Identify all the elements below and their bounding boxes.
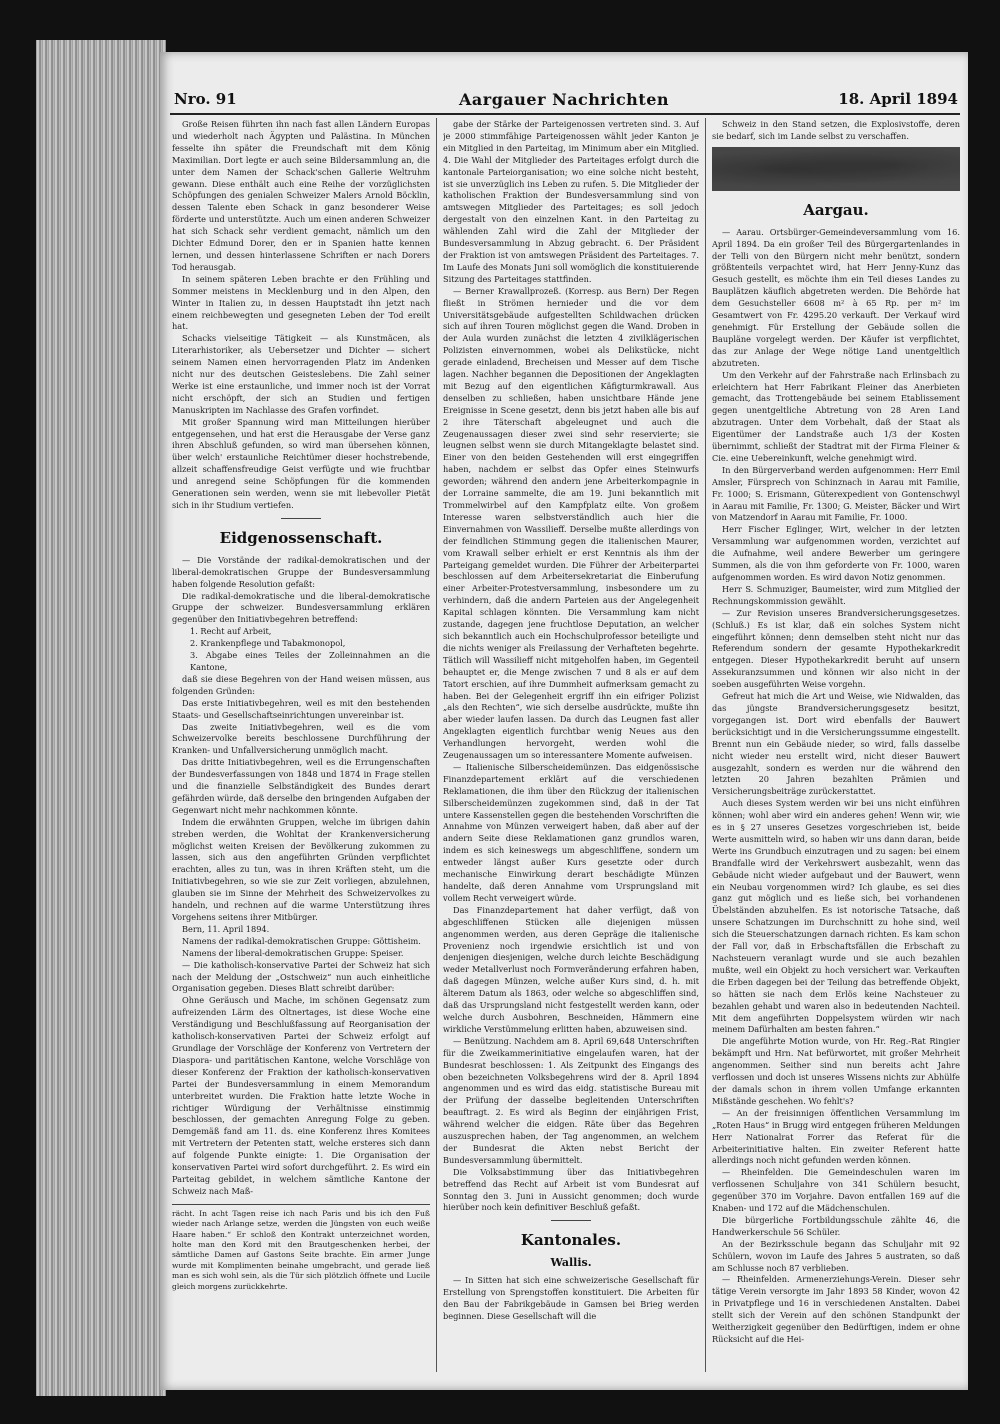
signature: Namens der liberal-demokratischen Gruppe: Speiser. [182, 947, 404, 958]
article-paragraph: An der Bezirksschule begann das Schuljahr mit 92 Schülern, wovon im Laufe des Jahres 5 austraten, so daß am Schlusse noch 87 verblieben. [712, 1238, 960, 1273]
article-paragraph: In seinem späteren Leben brachte er den Frühling und Sommer meistens in Mecklenburg und in den Alpen, den Winter in Italien zu, in dessen Hauptstadt ihn jetzt nach einem reichbewegten und gesegneten Leben der Tod ereilt hat. [172, 273, 430, 332]
article-paragraph: Die Volksabstimmung über das Initiativbegehren betreffend das Recht auf Arbeit ist vom Bundesrat auf Sonntag den 3. Juni in Aussicht genommen; doch wurde hierüber noch kein definitiver Beschluß gefaßt. [443, 1166, 699, 1213]
column-1 [172, 119, 430, 1371]
column-3 [712, 119, 960, 1371]
ink-blot [712, 147, 960, 191]
article-paragraph: — Berner Krawallprozeß. (Korresp. aus Bern) Der Regen fließt in Strömen hernieder und die vor dem Universitätsgebäude aufgestellten Schildwachen drücken sich auf ihren Touren möglichst gegen die Wand. Droben in der Aula wurden zunächst die letzten 4 zivilklägerischen Polizisten einvernommen, wobei als Delikstücke, nicht gerade einladend, Brecheisen und Messer auf dem Tische lagen. Nachher begannen die Depositionen der Angeklagten mit Bezug auf den eigentlichen Käfigturmkrawall. Aus denselben zu schließen, haben unsichtbare Hände jene Ereignisse in Scene gesetzt, denn bis jetzt haben alle bis auf 2 ihre Täterschaft abgeleugnet und auch die Zeugenaussagen dieser zwei sind sehr reservierte; sie leugnen selbst wenn sie durch Mitangeklagte belastet sind. Einer von den beiden Gestehenden will erst eingegriffen haben, nachdem er selbst das Opfer eines Steinwurfs geworden; während den andern jene Arbeiterkompagnie in der Lorraine sammelte, die am 19. Juni bekanntlich mit Trommelwirbel auf den Kampfplatz eilte. Von großem Interesse waren selbstverständlich auch hier die Einvernahmen von Wassilieff. Derselbe mußte allerdings von der feindlichen Stimmung gegen die italienischen Maurer, vom Krawall selber erhielt er erst Kenntnis als ihm der Parteigang gemeldet wurden. Die Führer der Arbeiterpartei beschlossen auf dem Arbeitersekretariat die Einberufung einer Arbeiter-Protestversammlung, insbesondere um zu verhindern, daß die andern Parteien aus der Angelegenheit Kapital schlagen könnten. Die Versammlung kam nicht zustande, dagegen jene fruchtlose Deputation, an welcher sich bekanntlich auch ein Hochschulprofessor beteiligte und die nichts weniger als Freilassung der Verhafteten begehrte. Tätlich will Wassilieff nicht mitgeholfen haben, im Gegenteil behauptet er, die Menge zwischen 7 und 8 als er auf dem Tatort erschien, auf ihre Dummheit aufmerksam gemacht zu haben. Bei der Gelegenheit ergriff ihn ein eifriger Polizist „als den Rechten“, wie sich derselbe ausdrückte, mußte ihn aber wieder laufen lassen. Da durch das Leugnen fast aller Angeklagten eigentlich furchtbar wenig Neues aus den Verhandlungen hervorgeht, werden wohl die Zeugenaussagen um so interessantere Momente aufweisen. [443, 285, 699, 761]
article-paragraph: daß sie diese Begehren von der Hand weisen müssen, aus folgenden Gründen: [172, 673, 430, 696]
article-paragraph: Herr Fischer Eglinger, Wirt, welcher in der letzten Versammlung war aufgenommen worden, verzichtet auf die Aufnahme, weil andere Bewerber um geringere Summen, als die von ihm geforderte von Fr. 1000, waren aufgenommen worden. Es wird davon Notiz genommen. [712, 524, 960, 582]
dateline: Bern, 11. April 1894. [182, 923, 270, 934]
article-paragraph: — Benützung. Nachdem am 8. April 69,648 Unterschriften für die Zweikammerinitiative eingelaufen waren, hat der Bundesrat beschlossen: 1. Als Zeitpunkt des Eingangs des oben bezeichneten Volksbegehrens wird der 8. April 1894 angenommen und es wird das eidg. statistische Bureau mit der Prüfung der dasselbe begleitenden Unterschriften beauftragt. 2. Es wird als Beginn der einjährigen Frist, während welcher die eidgen. Räte über das Begehren auszusprechen haben, der Tag angenommen, an welchem der Bundesrat die Akten nebst Bericht der Bundesversammlung übermittelt. [443, 1035, 699, 1165]
section-heading-kantonales: Kantonales. [520, 1231, 622, 1250]
article-paragraph: — Rheinfelden. Armenerziehungs-Verein. Dieser sehr tätige Verein versorgte im Jahr 1893 58 Kinder, wovon 42 in Privatpflege und 16 in verschiedenen Anstalten. Dabei stellt sich der Verein auf den schönen Standpunkt der Weitherzigkeit gegenüber den Bedürftigen, indem er ohne Rücksicht auf die Hei- [712, 1274, 960, 1344]
column-divider [436, 118, 437, 1372]
article-paragraph: — Zur Revision unseres Brandversicherungsgesetzes. (Schluß.) Es ist klar, daß ein solches System nicht eingeführt können; denn demselben steht nicht nur das Referendum sondern der gesamte Hypothekarkredit entgegen. Dieser Hypothekarkredit beruht auf unsern Assekuranzsummen und können wir also nicht in der soeben ausgeführten Weise vorgehn. [712, 607, 960, 690]
article-paragraph: Das dritte Initiativbegehren, weil es die Errungenschaften der Bundesverfassungen von 1848 und 1874 in Frage stellen und die finanzielle Selbständigkeit des Bundes derart gefährden würde, daß derselbe den bringenden Aufgaben der Gegenwart nicht mehr nachkommen könnte. [172, 757, 430, 815]
article-paragraph: Schweiz in den Stand setzen, die Explosivstoffe, deren sie bedarf, sich im Lande selbst zu verschaffen. [712, 119, 960, 141]
article-paragraph: Indem die erwähnten Gruppen, welche im übrigen dahin streben werden, die Wohltat der Krankenversicherung möglichst weiten Kreisen der Bevölkerung zukommen zu lassen, sich aus den angeführten Gründen verpflichtet erachten, alles zu tun, was in ihren Kräften steht, um die Initiativbegehren, so wie sie zur Zeit vorliegen, abzulehnen, glauben sie im Sinne der Mehrheit des Schweizervolkes zu handeln, und rechnen auf die warme Unterstützung ihres Vorgehens seitens ihrer Mitbürger. [172, 816, 430, 922]
issue-date: 18. April 1894 [838, 90, 958, 108]
demands-list [190, 626, 430, 674]
subheading-wallis: Wallis. [550, 1256, 592, 1270]
header-rule [170, 113, 960, 115]
newspaper-page [160, 52, 968, 1390]
article-paragraph: Gefreut hat mich die Art und Weise, wie Nidwalden, das das jüngste Brandversicherungsgesetz besitzt, vorgegangen ist. Dort wird ebenfalls der Bauwert berücksichtigt und in die Versicherungssumme eingestellt. Brennt nun ein Gebäude nieder, so wird, falls dasselbe nicht wieder neu erstellt wird, nicht dieser Bauwert ausgezahlt, sondern es werden nur die während den letzten 20 Jahren bezahlten Prämien und Versicherungsbeiträge zurückerstattet. [712, 691, 960, 797]
article-paragraph: Das erste Initiativbegehren, weil es mit den bestehenden Staats- und Gesellschaftseinrichtungen unvereinbar ist. [172, 697, 430, 720]
separator [281, 518, 321, 519]
article-paragraph: Schacks vielseitige Tätigkeit — als Kunstmäcen, als Literarhistoriker, als Uebersetzer und Dichter — sichert seinem Namen einen hervorragenden Platz im Andenken nicht nur des deutschen Geisteslebens. Die Zahl seiner Werke ist eine erstaunliche, und immer noch ist der Vorrat nicht erschöpft, der sich an Studien und fertigen Manuskripten im Nachlasse des Grafen vorfindet. [172, 333, 430, 415]
section-heading-eidgenossenschaft: Eidgenossenschaft. [219, 528, 383, 547]
article-paragraph: — Die Vorstände der radikal-demokratischen und der liberal-demokratischen Gruppe der Bundesversammlung haben folgende Resolution gefaßt: [172, 554, 430, 589]
separator [551, 1220, 591, 1221]
book-binding-edge [36, 40, 166, 1396]
article-paragraph: Herr S. Schmuziger, Baumeister, wird zum Mitglied der Rechnungskommission gewählt. [712, 583, 960, 606]
list-item: 1. Recht auf Arbeit, [190, 626, 272, 637]
article-paragraph: — Italienische Silberscheidemünzen. Das eidgenössische Finanzdepartement erklärt auf die verschiedenen Reklamationen, die ihm über den Rückzug der italienischen Silberscheidemünzen zugekommen sind, daß in der Tat untere Kassenstellen gegen die bestehenden Vorschriften die Annahme von Münzen verweigert haben, daß aber auf der andern Seite diese Reklamationen ganz grundlos waren, indem es sich keineswegs um abgeschliffene, sondern um entweder längst außer Kurs gesetzte oder durch mechanische Einwirkung derart beschädigte Münzen handelte, daß deren Annahme vom Ursprungsland mit vollem Recht verweigert würde. [443, 761, 699, 903]
article-paragraph: In den Bürgerverband werden aufgenommen: Herr Emil Amsler, Fürsprech von Schinznach in Aarau mit Familie, Fr. 1000; S. Erismann, Güterexpedient von Gontenschwyl in Aarau mit Familie, Fr. 1300; G. Meister, Bäcker und Wirt von Matzendorf in Aarau mit Familie, Fr. 1000. [712, 464, 960, 523]
article-paragraph: — Aarau. Ortsbürger-Gemeindeversammlung vom 16. April 1894. Da ein großer Teil des Bürgergartenlandes in der Telli von den Bürgern nicht mehr benützt, sondern größtenteils verpachtet wird, hat Herr Jenny-Kunz das Gesuch gestellt, es möchte ihm ein Teil dieses Landes zu Bauplätzen käuflich abgetreten werden. Die Behörde hat dem Gesuchsteller 6608 m² à 65 Rp. per m² im Gesamtwert von Fr. 4295.20 verkauft. Der Verkauf wird genehmigt. Für Erstellung der Gebäude sollen die Baupläne vorgelegt werden. Der Käufer ist verpflichtet, das zur Anlage der Wege nötige Land unentgeltlich abzutreten. [712, 226, 960, 368]
signature: Namens der radikal-demokratischen Gruppe: Göttisheim. [182, 935, 421, 946]
article-paragraph: Das Finanzdepartement hat daher verfügt, daß von abgeschliffenen Stücken alle diejenigen müssen angenommen werden, aus deren Gepräge die italienische Provenienz noch irgendwie ersichtlich ist und von denjenigen diesjenigen, welche durch leichte Beschädigung weder Metallverlust noch Formveränderung erfahren haben, daß dagegen Münzen, welche außer Kurs sind, d. h. mit älterem Datum als 1863, oder welche so abgeschliffen sind, daß das Ursprungsland nicht festgestellt werden kann, oder welche durch Ausbohren, Beschneiden, Hämmern eine wirkliche Verstümmelung erlitten haben, abzuweisen sind. [443, 904, 699, 1034]
article-paragraph: — In Sitten hat sich eine schweizerische Gesellschaft für Erstellung von Sprengstoffen konstituiert. Die Arbeiten für den Bau der Fabrikgebäude in Gamsen bei Brieg werden beginnen. Diese Gesellschaft will die [443, 1275, 699, 1321]
list-item: 2. Krankenpflege und Tabakmonopol, [190, 638, 346, 649]
article-paragraph: Das zweite Initiativbegehren, weil es die vom Schweizervolke bereits beschlossene Durchführung der Kranken- und Unfallversicherung unmöglich macht. [172, 721, 430, 756]
issue-number: Nro. 91 [174, 90, 237, 108]
article-paragraph: Mit großer Spannung wird man Mitteilungen hierüber entgegensehen, und hat erst die Herausgabe der Verse ganz ihren Abschluß gefunden, so wird man übersehen können, über welch' erstaunliche Reichtümer dieser hochstrebende, allzeit schaffensfreudige Geist verfügte und wie fruchtbar und anregend seine Schöpfungen für die kommenden Generationen sein werden, wenn sie mit liebevoller Pietät sich in ihr Studium vertiefen. [172, 416, 430, 510]
article-paragraph: — An der freisinnigen öffentlichen Versammlung im „Roten Haus“ in Brugg wird entgegen früheren Meldungen Herr Nationalrat Forrer das Referat für die Arbeiterinitiative halten. Ein zweiter Referent hatte allerdings noch nicht gefunden werden können. [712, 1107, 960, 1166]
newspaper-title: Aargauer Nachrichten [458, 90, 670, 109]
article-paragraph: Die bürgerliche Fortbildungsschule zählte 46, die Handwerkerschule 56 Schüler. [712, 1214, 960, 1237]
column-divider [705, 118, 706, 1372]
article-paragraph: gabe der Stärke der Parteigenossen vertreten sind. 3. Auf je 2000 stimmfähige Parteigenossen wählt jeder Kanton je ein Mitglied in den Parteitag, im Minimum aber ein Mitglied. 4. Die Wahl der Mitglieder des Parteitages erfolgt durch die kantonale Parteiorganisation; wo eine solche nicht besteht, ist sie unverzüglich ins Leben zu rufen. 5. Die Mitglieder der katholischen Fraktion der Bundesversammlung sind von amtswegen Mitglieder des Parteitages; es soll jedoch dergestalt von den einzelnen Kant. in den Parteitag zu wählenden Zahl wird die Zahl der Mitglieder der Bundesversammlung in Abzug gebracht. 6. Der Präsident der Fraktion ist von amtswegen Präsident des Parteitages. 7. Im Laufe des Monats Juni soll womöglich die konstituierende Sitzung des Parteitages stattfinden. [443, 119, 699, 284]
article-paragraph: Ohne Geräusch und Mache, im schönen Gegensatz zum aufreizenden Lärm des Oltnertages, ist diese Woche eine Verständigung und Beschlußfassung auf Reorganisation der katholisch-konservativen Partei der Schweiz erfolgt auf Grundlage der Vorschläge der Konferenz von Vertretern der Diaspora- und paritätischen Kantone, welche Vorschläge von dieser Konferenz der Fraktion der katholisch-konservativen Partei der Bundesversammlung in einem Memorandum unterbreitet wurden. Die Fraktion hatte letzte Woche in richtiger Würdigung der Verhältnisse einstimmig beschlossen, der gemachten Anregung Folge zu geben. Demgemäß fand am 11. ds. eine Konferenz ihres Komitees mit Vertretern der Petenten statt, welche ersteres sich dann auf folgende Punkte einigte: 1. Die Organisation der konservativen Partei wird sofort durchgeführt. 2. Es wird ein Parteitag gebildet, in welchem sämtliche Kantone der Schweiz nach Maß- [172, 995, 430, 1196]
article-paragraph: Auch dieses System werden wir bei uns nicht einführen können; wohl aber wird ein anderes gehen! Wenn wir, wie es in § 27 unseres Gesetzes vorgeschrieben ist, beide Werte ausmitteln wird, so haben wir uns dann daran, beide Werte ins Grundbuch einzutragen und zu sagen: bei einem Brandfalle wird der Verkehrswert ausbezahlt, wenn das Gebäude nicht wieder aufgebaut und der Bauwert, wenn ein Neubau vorgenommen wird? Ich glaube, es sei dies ganz gut möglich und es ließe sich, bei vorhandenen Übelständen abzuhelfen. Es ist notorische Tatsache, daß unsere Schatzungen im Durchschnitt zu hohe sind, weil sich die Steuerschatzungen darnach richten. Es kam schon der Fall vor, daß in Erbschaftsfällen die Erbschaft zu Nachsteuern veranlagt wurde und sie auch bezahlen mußte, weil ein Objekt zu hoch versichert war. Verkauften die Erben dagegen bei der Teilung das betreffende Objekt, so hätten sie nach dem Erlös keine Nachsteuer zu bezahlen gehabt und waren also in bedeutenden Nachteil. Mit dem angeführten Doppelsystem würden wir nach meinem Dafürhalten am besten fahren.“ [712, 798, 960, 1035]
article-paragraph: — Die katholisch-konservative Partei der Schweiz hat sich nach der Meldung der „Ostschweiz“ nun auch einheitliche Organisation gegeben. Dieses Blatt schreibt darüber: [172, 959, 430, 994]
article-paragraph: — Rheinfelden. Die Gemeindeschulen waren im verflossenen Schuljahre von 341 Schülern besucht, gegenüber 370 im Vorjahre. Davon entfallen 169 auf die Knaben- und 172 auf die Mädchenschulen. [712, 1167, 960, 1214]
section-heading-aargau: Aargau. [803, 200, 869, 219]
article-paragraph: Die radikal-demokratische und die liberal-demokratische Gruppe der schweizer. Bundesversammlung erklären gegenüber den Initiativbegehren betreffend: [172, 590, 430, 625]
feuilleton-footnote: rächt. In acht Tagen reise ich nach Paris und bis ich den Fuß wieder nach Arlange setze, werden die Jüngsten von euch weiße Haare haben.“ Er schloß den Kontrakt unterzeichnet worden, holte man den Kord mit den Brautgeschenken herbei, der sämtliche Damen auf Gastons Seite brachte. Ein armer Junge wurde mit Komplimenten beinahe umgebracht, und gerade ließ man es sich wohl sein, als die Tür sich plötzlich öffnete und Lucile gleich morgens zurückkehrte. [172, 1204, 430, 1292]
column-2 [443, 119, 699, 1371]
list-item: 3. Abgabe eines Teiles der Zolleinnahmen an die Kantone, [190, 650, 430, 672]
article-paragraph: Große Reisen führten ihn nach fast allen Ländern Europas und wiederholt nach Ägypten und Palästina. In München fesselte ihn später die Freundschaft mit dem König Maximilian. Dort legte er auch seine Bildersammlung an, die unter dem Namen der Schack'schen Gallerie Weltruhm gewann. Diese enthält auch eine Reihe der vorzüglichsten Schöpfungen des genialen Schweizer Malers Arnold Böcklin, dessen Talente eben Schack in ganz besonderer Weise förderte und unterstützte. Auch um einen anderen Schweizer hat sich Schack sehr verdient gemacht, nämlich um den Dichter Edmund Dorer, den er in Spanien hatte kennen lernen, und dessen hinterlassene Schriften er nach Dorers Tod herausgab. [172, 119, 430, 272]
article-paragraph: Um den Verkehr auf der Fahrstraße nach Erlinsbach zu erleichtern hat Herr Fabrikant Fleiner das Anerbieten gemacht, das Trottengebäude bei seinem Etablissement gegen unentgeltliche Abtretung von 28 Aren Land abzutragen. Unter dem Vorbehalt, daß der Staat als Eigentümer der Landstraße auch 1/3 der Kosten übernimmt, schließt der Stadtrat mit der Firma Fleiner & Cie. eine Uebereinkunft, welche genehmigt wird. [712, 369, 960, 463]
article-paragraph: Die angeführte Motion wurde, von Hr. Reg.-Rat Ringier bekämpft und Hrn. Nat befürwortet, mit großer Mehrheit angenommen. Seither sind nun bereits acht Jahre verflossen und doch ist unseres Wissens nichts zur Abhülfe der damals schon in ihrem vollen Umfange erkannten Mißstände geschehen. Wo fehlt's? [712, 1036, 960, 1106]
